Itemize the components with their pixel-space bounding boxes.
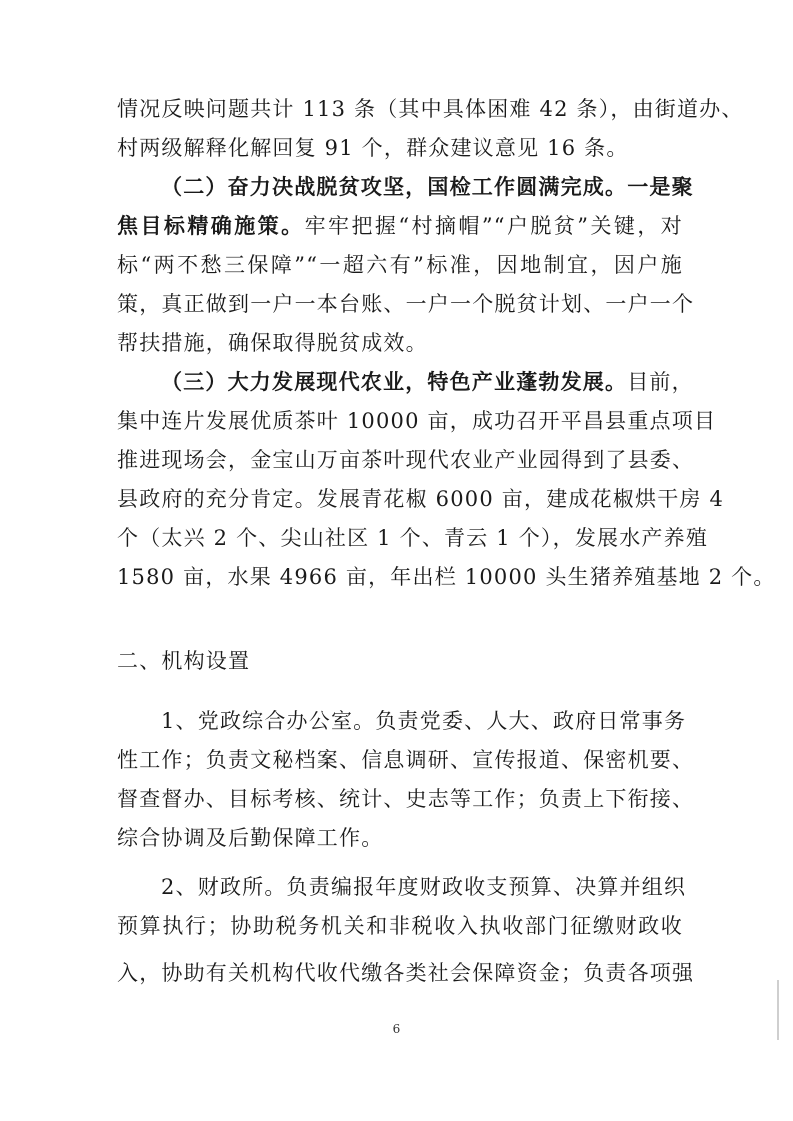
- section-heading: 二、机构设置: [117, 649, 251, 673]
- body-text-line: 帮扶措施，确保取得脱贫成效。: [117, 331, 428, 355]
- body-text-line: 县政府的充分肯定。发展青花椒 6000 亩，建成花椒烘干房 4: [117, 487, 725, 511]
- body-text-line: 2、财政所。负责编报年度财政收支预算、决算并组织: [161, 875, 687, 899]
- body-text-line: 入，协助有关机构代收代缴各类社会保障资金；负责各项强: [117, 961, 695, 985]
- paragraph-heading-bold: （二）奋力决战脱贫攻坚，国检工作圆满完成。: [161, 174, 628, 199]
- page-number: 6: [392, 1022, 401, 1036]
- body-text-line: 标“两不愁三保障”“一超六有”标准，因地制宜，因户施: [117, 253, 683, 277]
- body-text-line: [117, 213, 683, 239]
- scan-artifact: [777, 980, 779, 1040]
- body-text-line: 情况反映问题共计 113 条（其中具体困难 42 条），由街道办、: [117, 97, 744, 121]
- body-text-line: 个（太兴 2 个、尖山社区 1 个、青云 1 个），发展水产养殖: [117, 526, 709, 550]
- body-text-line: 督查督办、目标考核、统计、史志等工作；负责上下衔接、: [117, 787, 695, 811]
- body-text-line: 村两级解释化解回复 91 个，群众建议意见 16 条。: [117, 136, 629, 160]
- body-text-line: 综合协调及后勤保障工作。: [117, 826, 384, 850]
- body-text: 目前，: [627, 370, 694, 394]
- body-text: 牢牢把握“村摘帽”“户脱贫”关键，对: [304, 214, 684, 238]
- paragraph-lead-line: [161, 369, 694, 395]
- paragraph-subheading-bold: 一是聚: [627, 174, 694, 199]
- body-text-line: 1580 亩，水果 4966 亩，年出栏 10000 头生猪养殖基地 2 个。: [117, 565, 776, 589]
- paragraph-lead-line: [161, 174, 694, 200]
- paragraph-heading-bold: （三）大力发展现代农业，特色产业蓬勃发展。: [161, 369, 628, 394]
- body-text-line: 1、党政综合办公室。负责党委、人大、政府日常事务: [161, 709, 687, 733]
- body-text-line: 推进现场会，金宝山万亩茶叶现代农业产业园得到了县委、: [117, 448, 695, 472]
- body-text-line: 性工作；负责文秘档案、信息调研、宣传报道、保密机要、: [117, 748, 695, 772]
- paragraph-subheading-bold: 焦目标精确施策。: [117, 213, 305, 238]
- body-text-line: 预算执行；协助税务机关和非税收入执收部门征缴财政收: [117, 914, 683, 938]
- body-text-line: 策，真正做到一户一本台账、一户一个脱贫计划、一户一个: [117, 292, 695, 316]
- body-text-line: 集中连片发展优质茶叶 10000 亩，成功召开平昌县重点项目: [117, 409, 717, 433]
